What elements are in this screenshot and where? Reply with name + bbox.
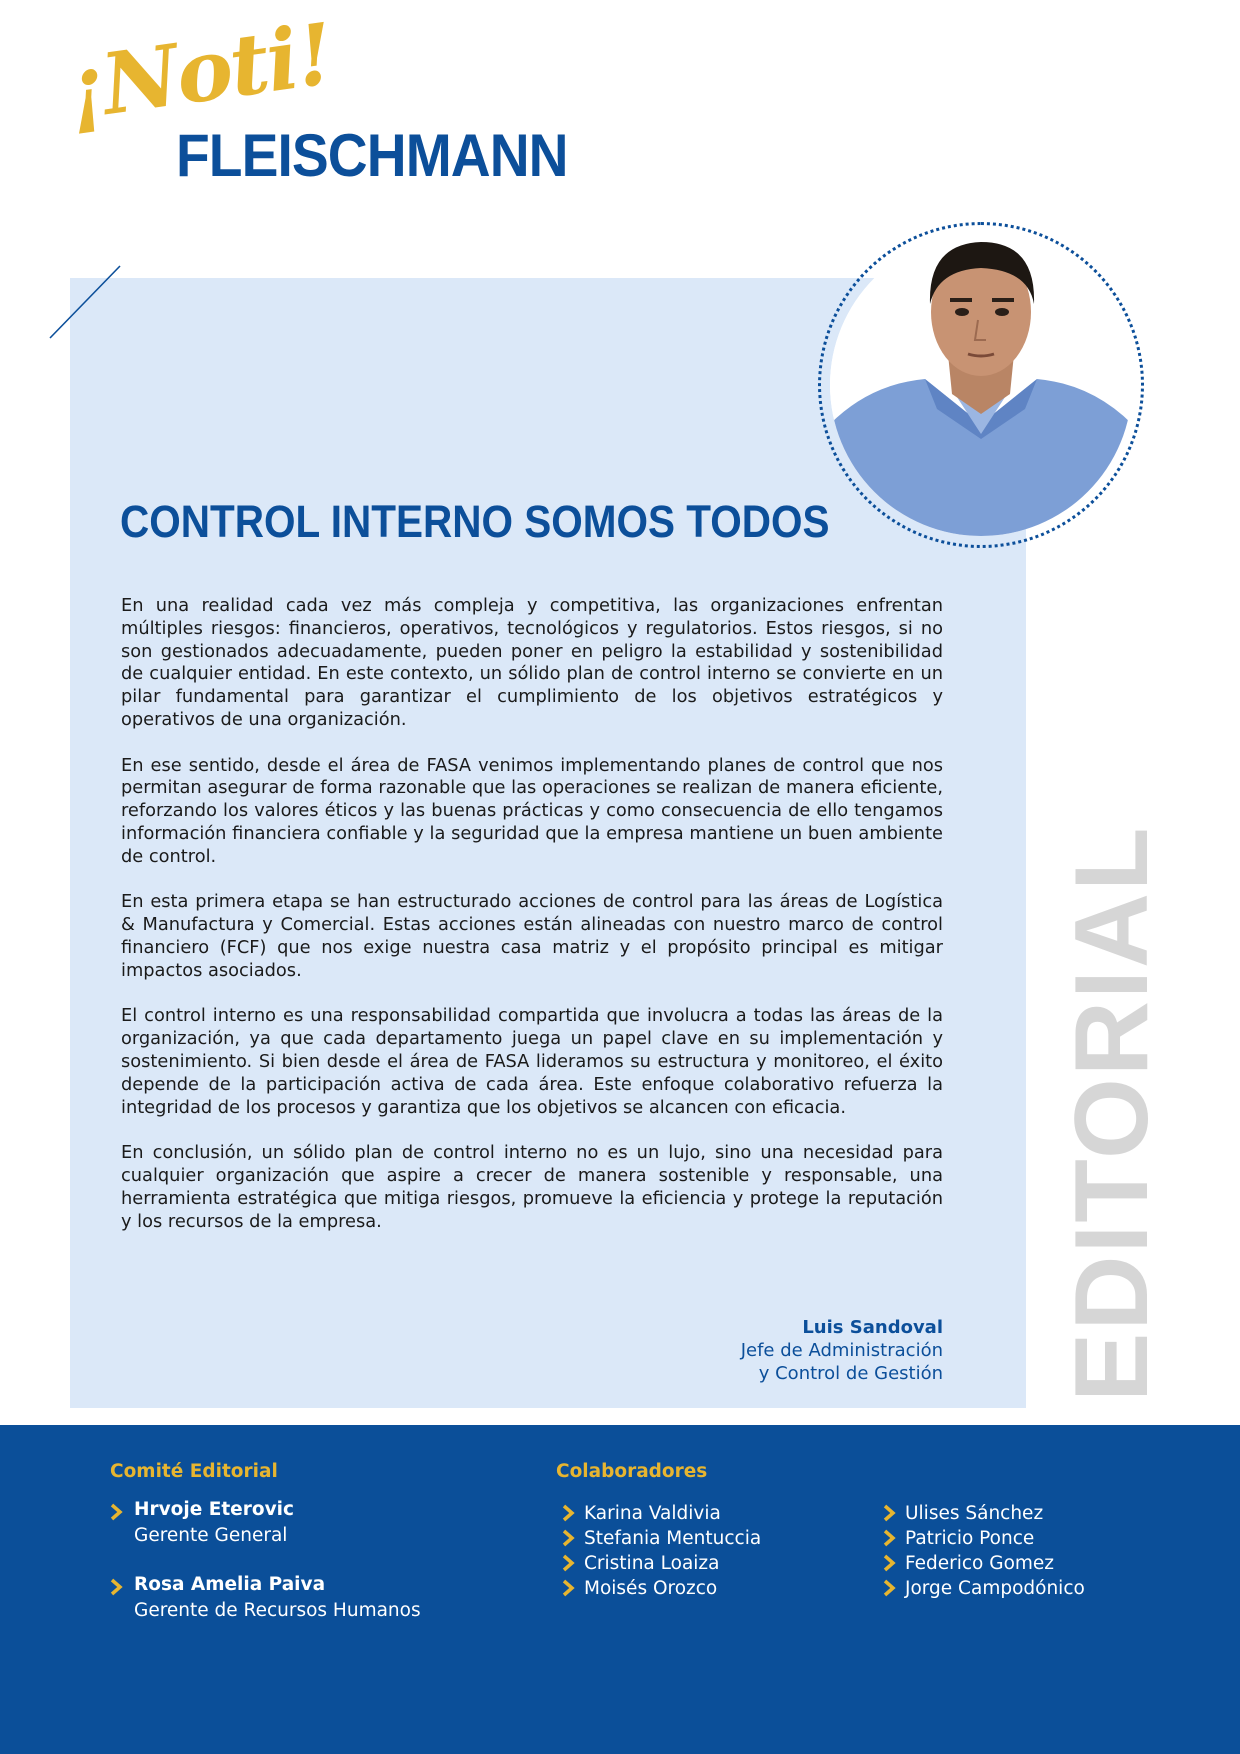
collaborator-item: [881, 1526, 1085, 1551]
member-role: Gerente de Recursos Humanos: [134, 1600, 421, 1621]
committee-title: Comité Editorial: [110, 1461, 278, 1482]
collaborators-title: Colaboradores: [556, 1461, 708, 1482]
author-photo: [830, 234, 1132, 536]
article-paragraph: En conclusión, un sólido plan de control interno no es un lujo, sino una necesidad para cualquier organización que aspire a crecer de manera sostenible y responsable, una herramienta estratégica que mitiga riesgos, promueve la eficiencia y protege la reputación y los recursos de la empresa.: [121, 1142, 943, 1232]
collaborator-item: [560, 1551, 761, 1576]
committee-member: [134, 1572, 421, 1624]
article-paragraph: En esta primera etapa se han estructurado acciones de control para las áreas de Logística & Manufactura y Comercial. Estas acciones están alineadas con nuestro marco de control financiero (FCF) que nos exige nuestra casa matriz y el propósito principal es mitigar impactos asociados.: [121, 891, 943, 981]
author-signature: [741, 1316, 943, 1385]
collaborator-item: [560, 1526, 761, 1551]
article-body: [121, 595, 943, 1256]
chevron-right-icon: [883, 1504, 897, 1522]
logo-noti-text: ¡Noti!: [61, 3, 338, 139]
collaborator-name: Federico Gomez: [905, 1553, 1055, 1574]
article-paragraph: En una realidad cada vez más compleja y competitiva, las organizaciones enfrentan múltiples riesgos: financieros, operativos, tecnológicos y regulatorios. Estos riesgos, si no son gestionados adecuadamente, pueden poner en peligro la estabilidad y sostenibilidad de cualquier entidad. En este contexto, un sólido plan de control interno se convierte en un pilar fundamental para garantizar el cumplimiento de los objetivos estratégicos y operativos de una organización.: [121, 595, 943, 730]
collaborator-item: [560, 1501, 761, 1526]
collaborator-item: [881, 1551, 1085, 1576]
chevron-right-icon: [562, 1504, 576, 1522]
footer-credits: [0, 1425, 1240, 1754]
chevron-right-icon: [883, 1554, 897, 1572]
collaborator-name: Karina Valdivia: [584, 1503, 721, 1524]
author-role-line2: y Control de Gestión: [758, 1363, 943, 1384]
committee-member: [134, 1497, 294, 1549]
collaborator-name: Stefania Mentuccia: [584, 1528, 762, 1549]
collaborator-item: [881, 1576, 1085, 1601]
collaborators-column-1: [560, 1501, 761, 1601]
collaborator-name: Jorge Campodónico: [905, 1578, 1085, 1599]
chevron-right-icon: [883, 1529, 897, 1547]
decorative-slash: [48, 264, 126, 344]
collaborators-column-2: [881, 1501, 1085, 1601]
collaborator-item: [560, 1576, 761, 1601]
article-paragraph: El control interno es una responsabilidad compartida que involucra a todas las áreas de la organización, ya que cada departamento juega un papel clave en su implementación y sostenimiento. Si bien desde el área de FASA lideramos su estructura y monitoreo, el éxito depende de la participación activa de cada área. Este enfoque colaborativo refuerza la integridad de los procesos y garantiza que los objetivos se alcancen con eficacia.: [121, 1005, 943, 1118]
article-paragraph: En ese sentido, desde el área de FASA venimos implementando planes de control que nos permitan asegurar de forma razonable que las operaciones se realizan de manera eficiente, reforzando los valores éticos y las buenas prácticas y como consecuencia de ello tengamos información financiera confiable y la seguridad que la empresa mantiene un buen ambiente de control.: [121, 754, 943, 867]
chevron-right-icon: [562, 1554, 576, 1572]
chevron-right-icon: [562, 1529, 576, 1547]
collaborator-item: [881, 1501, 1085, 1526]
article-title: CONTROL INTERNO SOMOS TODOS: [120, 496, 830, 547]
collaborator-name: Ulises Sánchez: [905, 1503, 1044, 1524]
collaborator-name: Cristina Loaiza: [584, 1553, 720, 1574]
section-label-vertical: EDITORIAL: [1054, 825, 1170, 1402]
brand-logo: [61, 3, 568, 189]
member-name: Rosa Amelia Paiva: [134, 1574, 326, 1595]
author-role-line1: Jefe de Administración: [740, 1340, 943, 1361]
collaborator-name: Patricio Ponce: [905, 1528, 1035, 1549]
chevron-right-icon: [883, 1579, 897, 1597]
logo-brand-text: FLEISCHMANN: [176, 122, 568, 189]
chevron-right-icon: [110, 1578, 124, 1596]
portrait-illustration: [830, 234, 1132, 536]
chevron-right-icon: [562, 1579, 576, 1597]
member-name: Hrvoje Eterovic: [134, 1499, 294, 1520]
member-role: Gerente General: [134, 1525, 288, 1546]
author-name: Luis Sandoval: [802, 1317, 943, 1338]
chevron-right-icon: [110, 1503, 124, 1521]
collaborator-name: Moisés Orozco: [584, 1578, 718, 1599]
